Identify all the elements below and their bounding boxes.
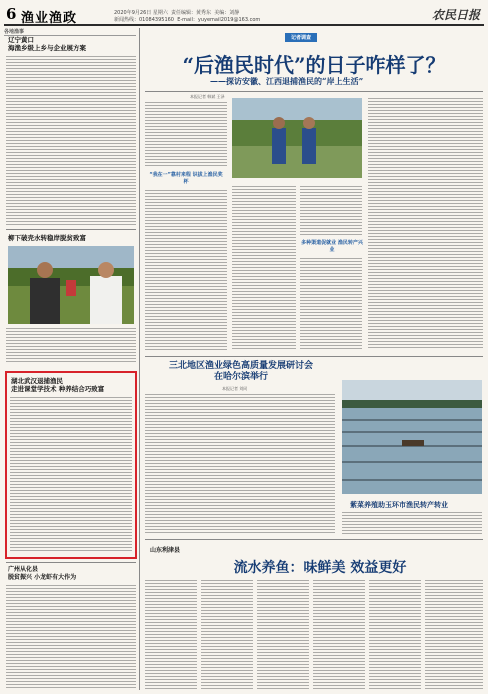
- story2-photo: [8, 246, 134, 324]
- section-title: 渔业渔政: [21, 11, 78, 26]
- feature-tag: 记者调查: [285, 33, 317, 42]
- bottom-story-kicker: 山东利津县: [150, 547, 181, 554]
- bottom-story-col5: [369, 580, 421, 690]
- story4-title: 广州从化县 脱贫振兴 小龙虾有大作为: [8, 566, 77, 581]
- seaweed-caption-body: [342, 512, 482, 534]
- seaweed-caption-title: 紫菜养殖助玉环市渔民转产转业: [350, 500, 448, 509]
- bottom-story-col4: [313, 580, 365, 690]
- feature-body-col2b: [300, 186, 362, 236]
- middle-story-title: 三北地区渔业绿色高质量发展研讨会 在哈尔滨举行: [168, 361, 313, 382]
- bottom-story-col2: [201, 580, 253, 690]
- story1-title: 辽宁黄口 海渔乡级上乡与企业展方案: [8, 36, 86, 52]
- middle-story-byline: 本报记者 刘同: [222, 386, 248, 391]
- masthead-contact: 新闻热线：01084395160 E-mail：yuyemail2019@163.com: [114, 17, 261, 23]
- feature-subtitle: ——探访安徽、江西退捕渔民的“岸上生活”: [210, 76, 364, 86]
- pull-quote-2: 多种渠道促就业 渔民转产兴业: [301, 240, 363, 253]
- feature-photo: [232, 98, 362, 178]
- masthead: [4, 4, 484, 26]
- divider: [6, 229, 136, 230]
- feature-body-col2a: [232, 186, 296, 350]
- divider: [145, 539, 483, 540]
- feature-body-col2c: [300, 258, 362, 350]
- divider: [145, 356, 483, 357]
- story4-body: [6, 585, 136, 690]
- feature-body-col1b: [145, 190, 227, 350]
- feature-title: “后渔民时代”的日子咋样了？: [182, 53, 446, 77]
- feature-body-col1a: [145, 102, 227, 168]
- divider: [145, 91, 483, 92]
- pull-quote-1: “我在一”靠村来程 识拔上渔民奖杯: [149, 172, 223, 185]
- middle-story-body: [145, 394, 335, 534]
- story3-body: [10, 397, 132, 553]
- bottom-story-col1: [145, 580, 197, 690]
- story2-body: [6, 328, 136, 362]
- bottom-story-title: 流水养鱼：味鲜美 效益更好: [233, 560, 407, 576]
- feature-body-col3: [368, 98, 483, 350]
- divider: [6, 562, 136, 563]
- story2-title: 柳下破壳水转稳岸脱贫致富: [8, 234, 86, 242]
- bottom-story-col3: [257, 580, 309, 690]
- page-number: 6: [6, 5, 17, 23]
- story3-title: 湖北武汉退捕渔民 走进课堂学技术 种养结合巧致富: [11, 377, 105, 393]
- bottom-story-col6: [425, 580, 483, 690]
- highlighted-article[interactable]: [5, 371, 137, 559]
- newspaper-brand: 农民日报: [431, 8, 480, 22]
- seaweed-photo: [342, 380, 482, 494]
- feature-byline: 本报记者 韩斌 王泽: [190, 94, 225, 99]
- masthead-meta: 2020年9月26日 星期六 责任编辑：黄秀东 美编：刘静: [114, 10, 240, 16]
- story1-body: [6, 56, 136, 226]
- column-rule: [139, 28, 140, 690]
- left-column-header: 各地渔事: [4, 28, 136, 36]
